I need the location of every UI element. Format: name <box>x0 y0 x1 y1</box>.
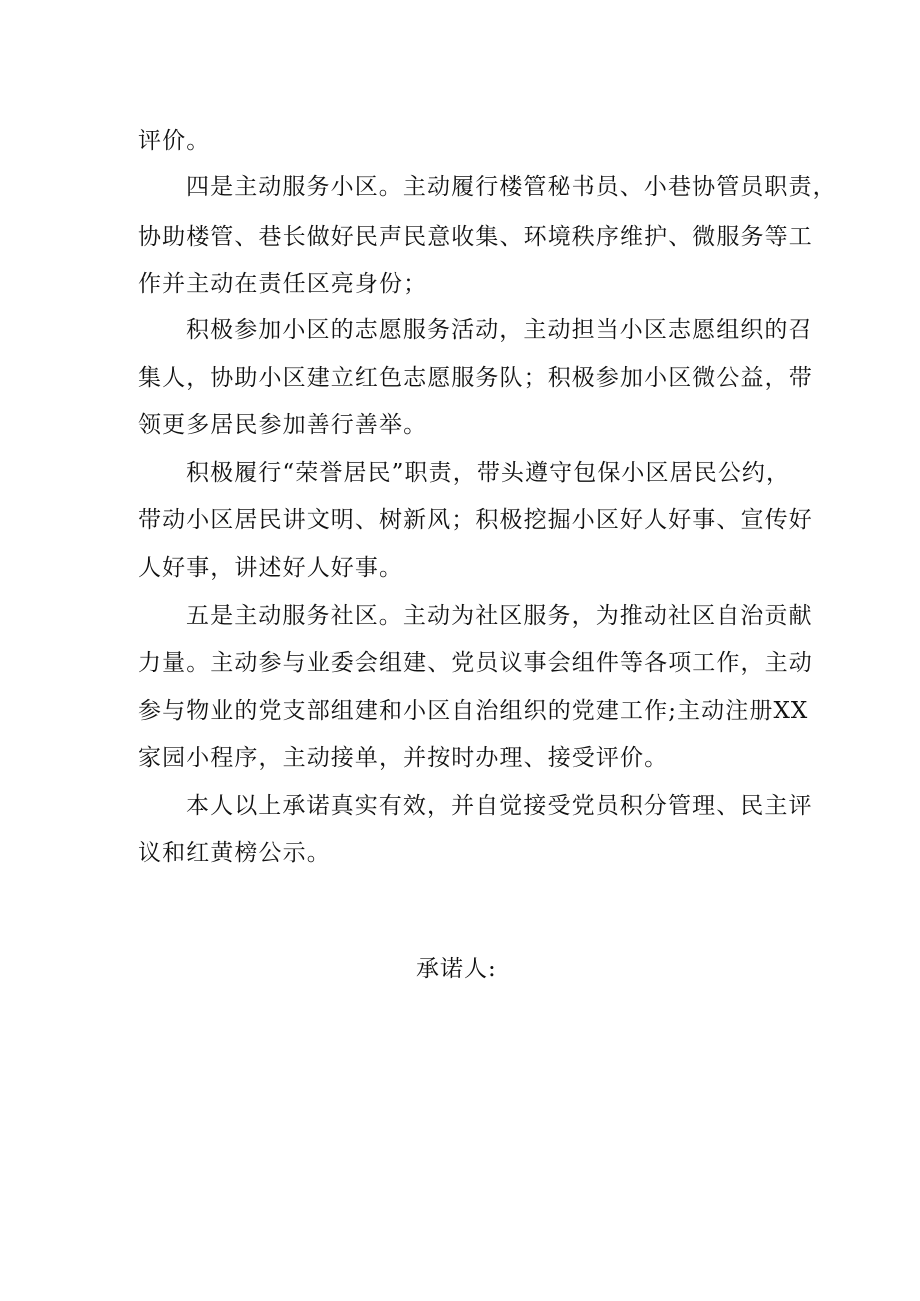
paragraph-line: 家园小程序，主动接单，并按时办理、接受评价。 <box>138 745 669 771</box>
paragraph-line: 协助楼管、巷长做好民声民意收集、环境秩序维护、微服务等工 <box>138 224 813 250</box>
paragraph-line: 四是主动服务小区。主动履行楼管秘书员、小巷协管员职责， <box>186 174 837 200</box>
paragraph-line: 积极参加小区的志愿服务活动，主动担当小区志愿组织的召 <box>186 317 813 343</box>
paragraph-line: 议和红黄榜公示。 <box>138 840 331 866</box>
paragraph-line: 作并主动在责任区亮身份； <box>138 271 428 297</box>
paragraph-line: 领更多居民参加善行善举。 <box>138 412 428 438</box>
paragraph-line: 人好事，讲述好人好事。 <box>138 555 404 581</box>
paragraph-line: 参与物业的党支部组建和小区自治组织的党建工作;主动注册XX <box>138 698 809 724</box>
paragraph-line: 本人以上承诺真实有效，并自觉接受党员积分管理、民主评 <box>186 793 813 819</box>
paragraph-line: 集人，协助小区建立红色志愿服务队；积极参加小区微公益，带 <box>138 365 813 391</box>
paragraph-line: 力量。主动参与业委会组建、党员议事会组件等各项工作，主动 <box>138 650 813 676</box>
paragraph-line: 带动小区居民讲文明、树新风；积极挖掘小区好人好事、宣传好 <box>138 507 813 533</box>
signature-label: 承诺人: <box>416 956 497 982</box>
paragraph-line: 五是主动服务社区。主动为社区服务，为推动社区自治贡献 <box>186 603 813 629</box>
paragraph-line: 积极履行“荣誉居民”职责，带头遵守包保小区居民公约， <box>186 460 791 486</box>
paragraph-line: 评价。 <box>138 128 211 154</box>
